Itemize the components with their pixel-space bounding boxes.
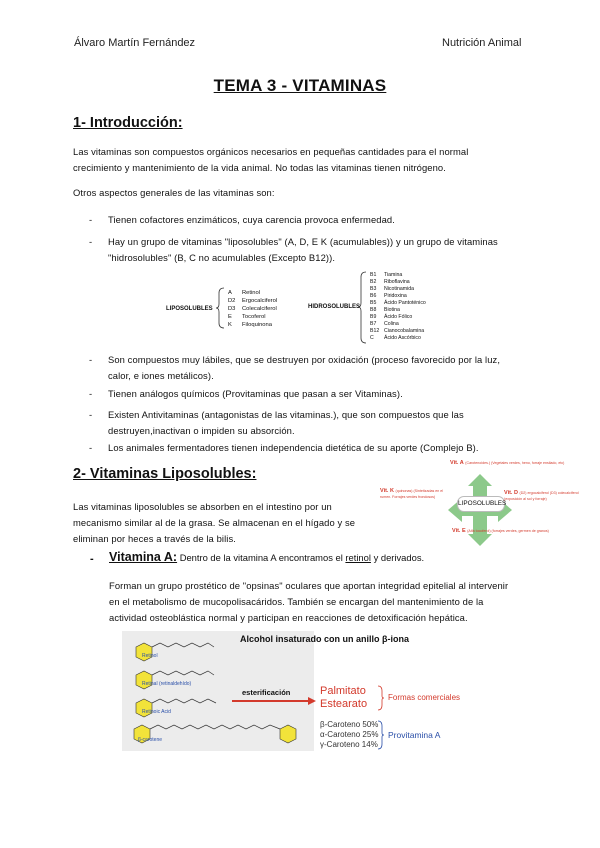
hidro-list [370, 272, 426, 342]
hidro-item: B9 Ácido Fólico [370, 314, 413, 320]
hidro-label: HIDROSOLUBLES [308, 304, 361, 310]
bullet-item [108, 352, 528, 384]
palmitato-label: Palmitato [320, 685, 366, 697]
liposolubles-diagram [380, 458, 580, 558]
hidro-item: B12 Cianocobalamina [370, 328, 425, 334]
provitamina-label: Provitamina A [388, 730, 441, 740]
hidro-item: B8 Biotina [370, 307, 400, 313]
hidro-item: B7 Colina [370, 321, 399, 327]
bullet-line: Son compuestos muy lábiles, que se destruyen por oxidación (proceso favorecido por la luz, [108, 354, 501, 365]
hidro-item: B2 Riboflavina [370, 279, 410, 285]
ester-brace [377, 685, 385, 711]
bullet-dash: - [89, 214, 93, 225]
vitamin-a-paragraph [109, 578, 549, 626]
bullet-item: Tienen análogos químicos (Provitaminas que pasan a ser Vitaminas). [108, 388, 403, 399]
bullet-line: "hidrosolubles" (B, C no acumulables (Excepto B12)). [108, 252, 336, 263]
header-author: Álvaro Martín Fernández [74, 37, 196, 49]
hidro-item: B1 Tiamina [370, 272, 403, 278]
lipo-list [228, 289, 277, 329]
retinol-link: retinol [345, 552, 371, 563]
vitamin-classification-figure [160, 269, 450, 345]
molecule-label: Retinal (retinaldehído) [142, 681, 192, 687]
bullet-dash: - [89, 354, 93, 365]
bullet-line: calor, e iones metálicos). [108, 370, 214, 381]
molecule-label: Retinoic Acid [142, 709, 171, 715]
lipo-paragraph [73, 499, 373, 547]
hidro-brace [358, 271, 368, 345]
carotene-list [320, 720, 378, 750]
header-subject: Nutrición Animal [442, 37, 522, 49]
bullet-dash: - [90, 553, 94, 565]
vitamin-a-line: actividad osteoblástica normal y participan en reacciones de detoxificación hepática. [109, 612, 468, 623]
retinol-figure [122, 631, 474, 751]
diagram-vit-d: Vit. D (D2) ergocalciferol (D3) colecalciferol (exposición al sol y forraje) [504, 490, 579, 501]
diagram-center: LIPOSOLUBLES [457, 496, 505, 512]
bullet-line: destruyen,inactivan o impiden su absorción. [108, 425, 295, 436]
vitamin-a-line: Forman un grupo prostético de "opsinas" oculares que aportan integridad epitelial al intervenir [109, 580, 509, 591]
lipo-item: E Tocoferol [228, 314, 266, 320]
section-heading-liposolubles: 2- Vitaminas Liposolubles: [73, 466, 257, 482]
vitamin-a-text-after: y derivados. [373, 552, 425, 563]
diagram-vit-k: Vit. K (quinonas) (Sintetizadas en el rumen. Forrajes verdes frondosos) [380, 488, 444, 499]
esterification-label: esterificación [242, 688, 291, 697]
formas-comerciales-label: Formas comerciales [388, 693, 461, 702]
ester-forms [320, 685, 367, 711]
bullet-item: Los animales fermentadores tienen independencia dietética de su aporte (Complejo B). [108, 442, 479, 453]
bullet-dash: - [89, 236, 93, 247]
intro-line: crecimiento y mantenimiento de la vida animal. No todas las vitaminas tienen nitrógeno. [73, 162, 446, 173]
lipo-item: D3 Colecalciferol [228, 306, 277, 312]
lipo-item: A Retinol [228, 290, 261, 296]
carotene-item: γ-Caroteno 14% [320, 740, 378, 749]
figure-heading: Alcohol insaturado con un anillo β-iona [240, 634, 409, 644]
vitamin-a-label: Vitamina A: [109, 550, 178, 564]
estearato-label: Estearato [320, 698, 368, 710]
intro-paragraph [73, 144, 543, 176]
bullet-dash: - [89, 388, 93, 399]
lipo-line: Las vitaminas liposolubles se absorben en el intestino por un [73, 501, 332, 512]
vitamin-a-line [109, 550, 424, 564]
section-heading-intro: 1- Introducción: [73, 115, 183, 131]
lipo-line: mecanismo similar al de la grasa. Se almacenan en el hígado y se [73, 517, 356, 528]
vitamin-a-line: en el metabolismo de mucopolisacáridos. También se encargan del mantenimiento de la [109, 596, 484, 607]
intro-paragraph-2: Otros aspectos generales de las vitaminas son: [73, 187, 275, 198]
page-title: TEMA 3 - VITAMINAS [213, 76, 387, 95]
lipo-brace [216, 287, 226, 329]
molecule-label: Retinol [142, 653, 158, 659]
esterification-arrow [232, 697, 318, 705]
intro-line: Las vitaminas son compuestos orgánicos necesarios en pequeñas cantidades para el normal [73, 146, 469, 157]
hidro-item: B6 Piridoxina [370, 293, 407, 299]
diagram-vit-a: Vit. A (Carotenoides.) (Vegetales verdes, heno, forraje ensilado, etc) [450, 460, 565, 466]
bullet-dash: - [89, 442, 93, 453]
lipo-item: D2 Ergocalciferol [228, 298, 278, 304]
hidro-item: B3 Nicotinamida [370, 286, 414, 292]
hidro-item: B5 Ácido Pantoténico [370, 300, 426, 306]
bullet-item: Tienen cofactores enzimáticos, cuya carencia provoca enfermedad. [108, 214, 395, 225]
bullet-item [108, 407, 528, 439]
bullet-dash: - [89, 409, 93, 420]
lipo-line: eliminan por heces a través de la bilis. [73, 533, 236, 544]
carotene-brace [377, 720, 385, 750]
diagram-vit-e: Vit. E (Alfa tocoferol) (forrajes verdes, germen de granos) [452, 528, 549, 534]
carotene-item: α-Caroteno 25% [320, 730, 379, 739]
bullet-line: Hay un grupo de vitaminas "liposolubles" (A, D, E K (acumulables)) y un grupo de vitaminas [108, 236, 498, 247]
vitamin-a-text-before: Dentro de la vitamina A encontramos el [179, 552, 343, 563]
lipo-label: LIPOSOLUBLES [166, 306, 213, 312]
carotene-item: β-Caroteno 50% [320, 720, 379, 729]
lipo-item: K Filoquinona [228, 322, 272, 328]
molecule-label: β-carotene [138, 737, 162, 743]
bullet-line: Existen Antivitaminas (antagonistas de las vitaminas.), que son compuestos que las [108, 409, 464, 420]
hidro-item: C Ácido Ascórbico [370, 335, 421, 341]
bullet-item [108, 234, 528, 266]
